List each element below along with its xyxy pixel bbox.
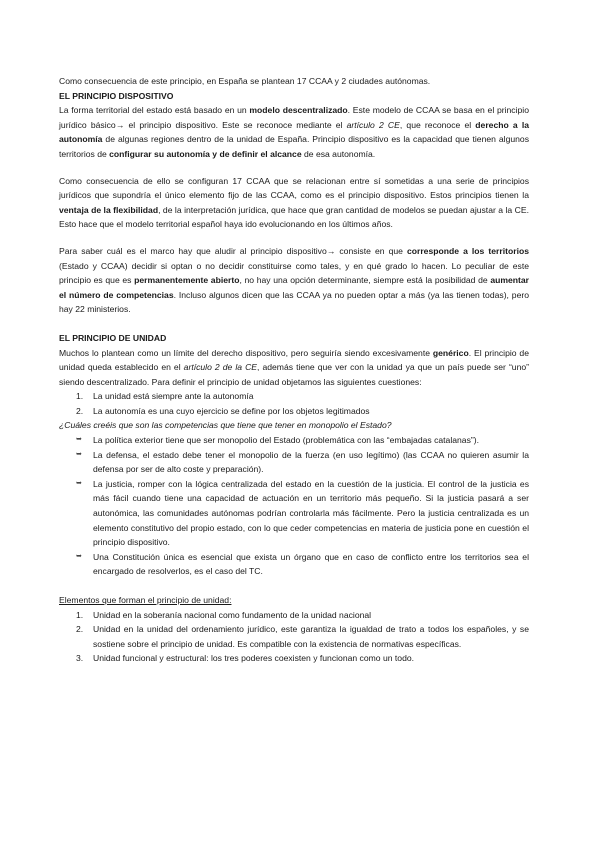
- list-item: ➥ Una Constitución única es esencial que exista un órgano que en caso de conflicto entre los territorios sea el encargado de resolverlos, es el caso del TC.: [76, 551, 529, 577]
- list-item: ➥ La política exterior tiene que ser monopolio del Estado (problemática con las “embajadas catalanas”).: [59, 433, 529, 448]
- question-text: ¿Cuáles creéis que son las competencias que tiene que tener en monopolio el Estado?: [59, 420, 392, 431]
- dispositivo-heading: EL PRINCIPIO DISPOSITIVO: [59, 90, 174, 101]
- elements-list: [59, 608, 529, 666]
- dispositivo-paragraph-3: Para saber cuál es el marco hay que aludir al principio dispositivo→ consiste en que corresponde a los territorios (Estado y CCAA) decidir si optan o no decidir constituirse como tales, y en qué grado lo hacen. Lo peculiar de este principio es que es permanentemente abierto, no hay una opción determinante, siempre está la posibilidad de aumentar el número de competencias. Incluso algunos dicen que las CCAA ya no pueden optar a más (ya las tienen todas), pero hay 22 ministerios.: [59, 245, 530, 315]
- list-item: ➥ La justicia, romper con la lógica centralizada del estado en la cuestión de la justicia. El control de la justicia es más fácil cuando tiene una capacidad de actuación en un territorio más pequeño. Si la justicia pasará a ser autonómica, las comunidades autónomas podrían controlarla más fácilmente. Pero la justicia centralizada es un elemento constitutivo del propio estado, con lo que ceder competencias en materia de justicia pone en cuestión el principio dispositivo.: [76, 478, 529, 548]
- dispositivo-paragraph-2: Como consecuencia de ello se configuran 17 CCAA que se relacionan entre sí sometidas a una serie de principios jurídicos que supondría el único elemento fijo de las CCAA, como es el principio dispositivo. Estos principios tienen la ventaja de la flexibilidad, de la interpretación jurídica, que hace que gran cantidad de modelos se puedan ajustar a la CE. Esto hace que el modelo territorial español haya ido evolucionando en los últimos años.: [59, 175, 529, 230]
- dispositivo-paragraph-1: La forma territorial del estado está basado en un modelo descentralizado. Este modelo de CCAA se basa en el principio jurídico básico→ el principio dispositivo. Este se reconoce mediante el artículo 2 CE, que reconoce el derecho a la autonomía de algunas regiones dentro de la unidad de España. Principio dispositivo es la capacidad que tienen algunos territorios de configurar su autonomía y de definir el alcance de esa autonomía.: [59, 105, 529, 159]
- document-page: [59, 74, 529, 666]
- intro-paragraph: Como consecuencia de este principio, en España se plantean 17 CCAA y 2 ciudades autónomas.: [59, 76, 431, 86]
- unidad-heading: EL PRINCIPIO DE UNIDAD: [59, 332, 167, 343]
- arrow-bullet-icon: ➥: [76, 450, 82, 458]
- list-item: 3. Unidad funcional y estructural: los tres poderes coexisten y funcionan como un todo.: [76, 653, 415, 664]
- unidad-questions-list: [59, 389, 529, 418]
- list-item: 2. La autonomía es una cuyo ejercicio se define por los objetos legitimados: [76, 405, 370, 416]
- list-item: ➥ La defensa, el estado debe tener el monopolio de la fuerza (en uso legítimo) (las CCAA no quieren asumir la defensa por ser de alto coste y preparación).: [76, 449, 529, 475]
- list-item: 1. Unidad en la soberanía nacional como fundamento de la unidad nacional: [76, 609, 372, 620]
- answers-list: [59, 433, 529, 579]
- list-item: 1. La unidad está siempre ante la autonomía: [76, 391, 254, 402]
- elements-heading: Elementos que forman el principio de unidad:: [59, 595, 232, 605]
- arrow-bullet-icon: ➥: [76, 479, 82, 487]
- list-item: 2. Unidad en la unidad del ordenamiento jurídico, este garantiza la igualdad de trato a todos los españoles, y se sostiene sobre el principio de unidad. Es compatible con la existencia de normativas específicas.: [76, 624, 529, 649]
- unidad-paragraph-1: Muchos lo plantean como un límite del derecho dispositivo, pero seguiría siendo excesivamente genérico. El principio de unidad queda establecido en el artículo 2 de la CE, además tiene que ver con la unidad ya que un país puede ser “uno” siendo descentralizado. Para definir el principio de unidad objetamos las siguientes cuestiones:: [59, 347, 530, 387]
- arrow-bullet-icon: ➥: [76, 552, 82, 560]
- arrow-bullet-icon: ➥: [76, 436, 82, 444]
